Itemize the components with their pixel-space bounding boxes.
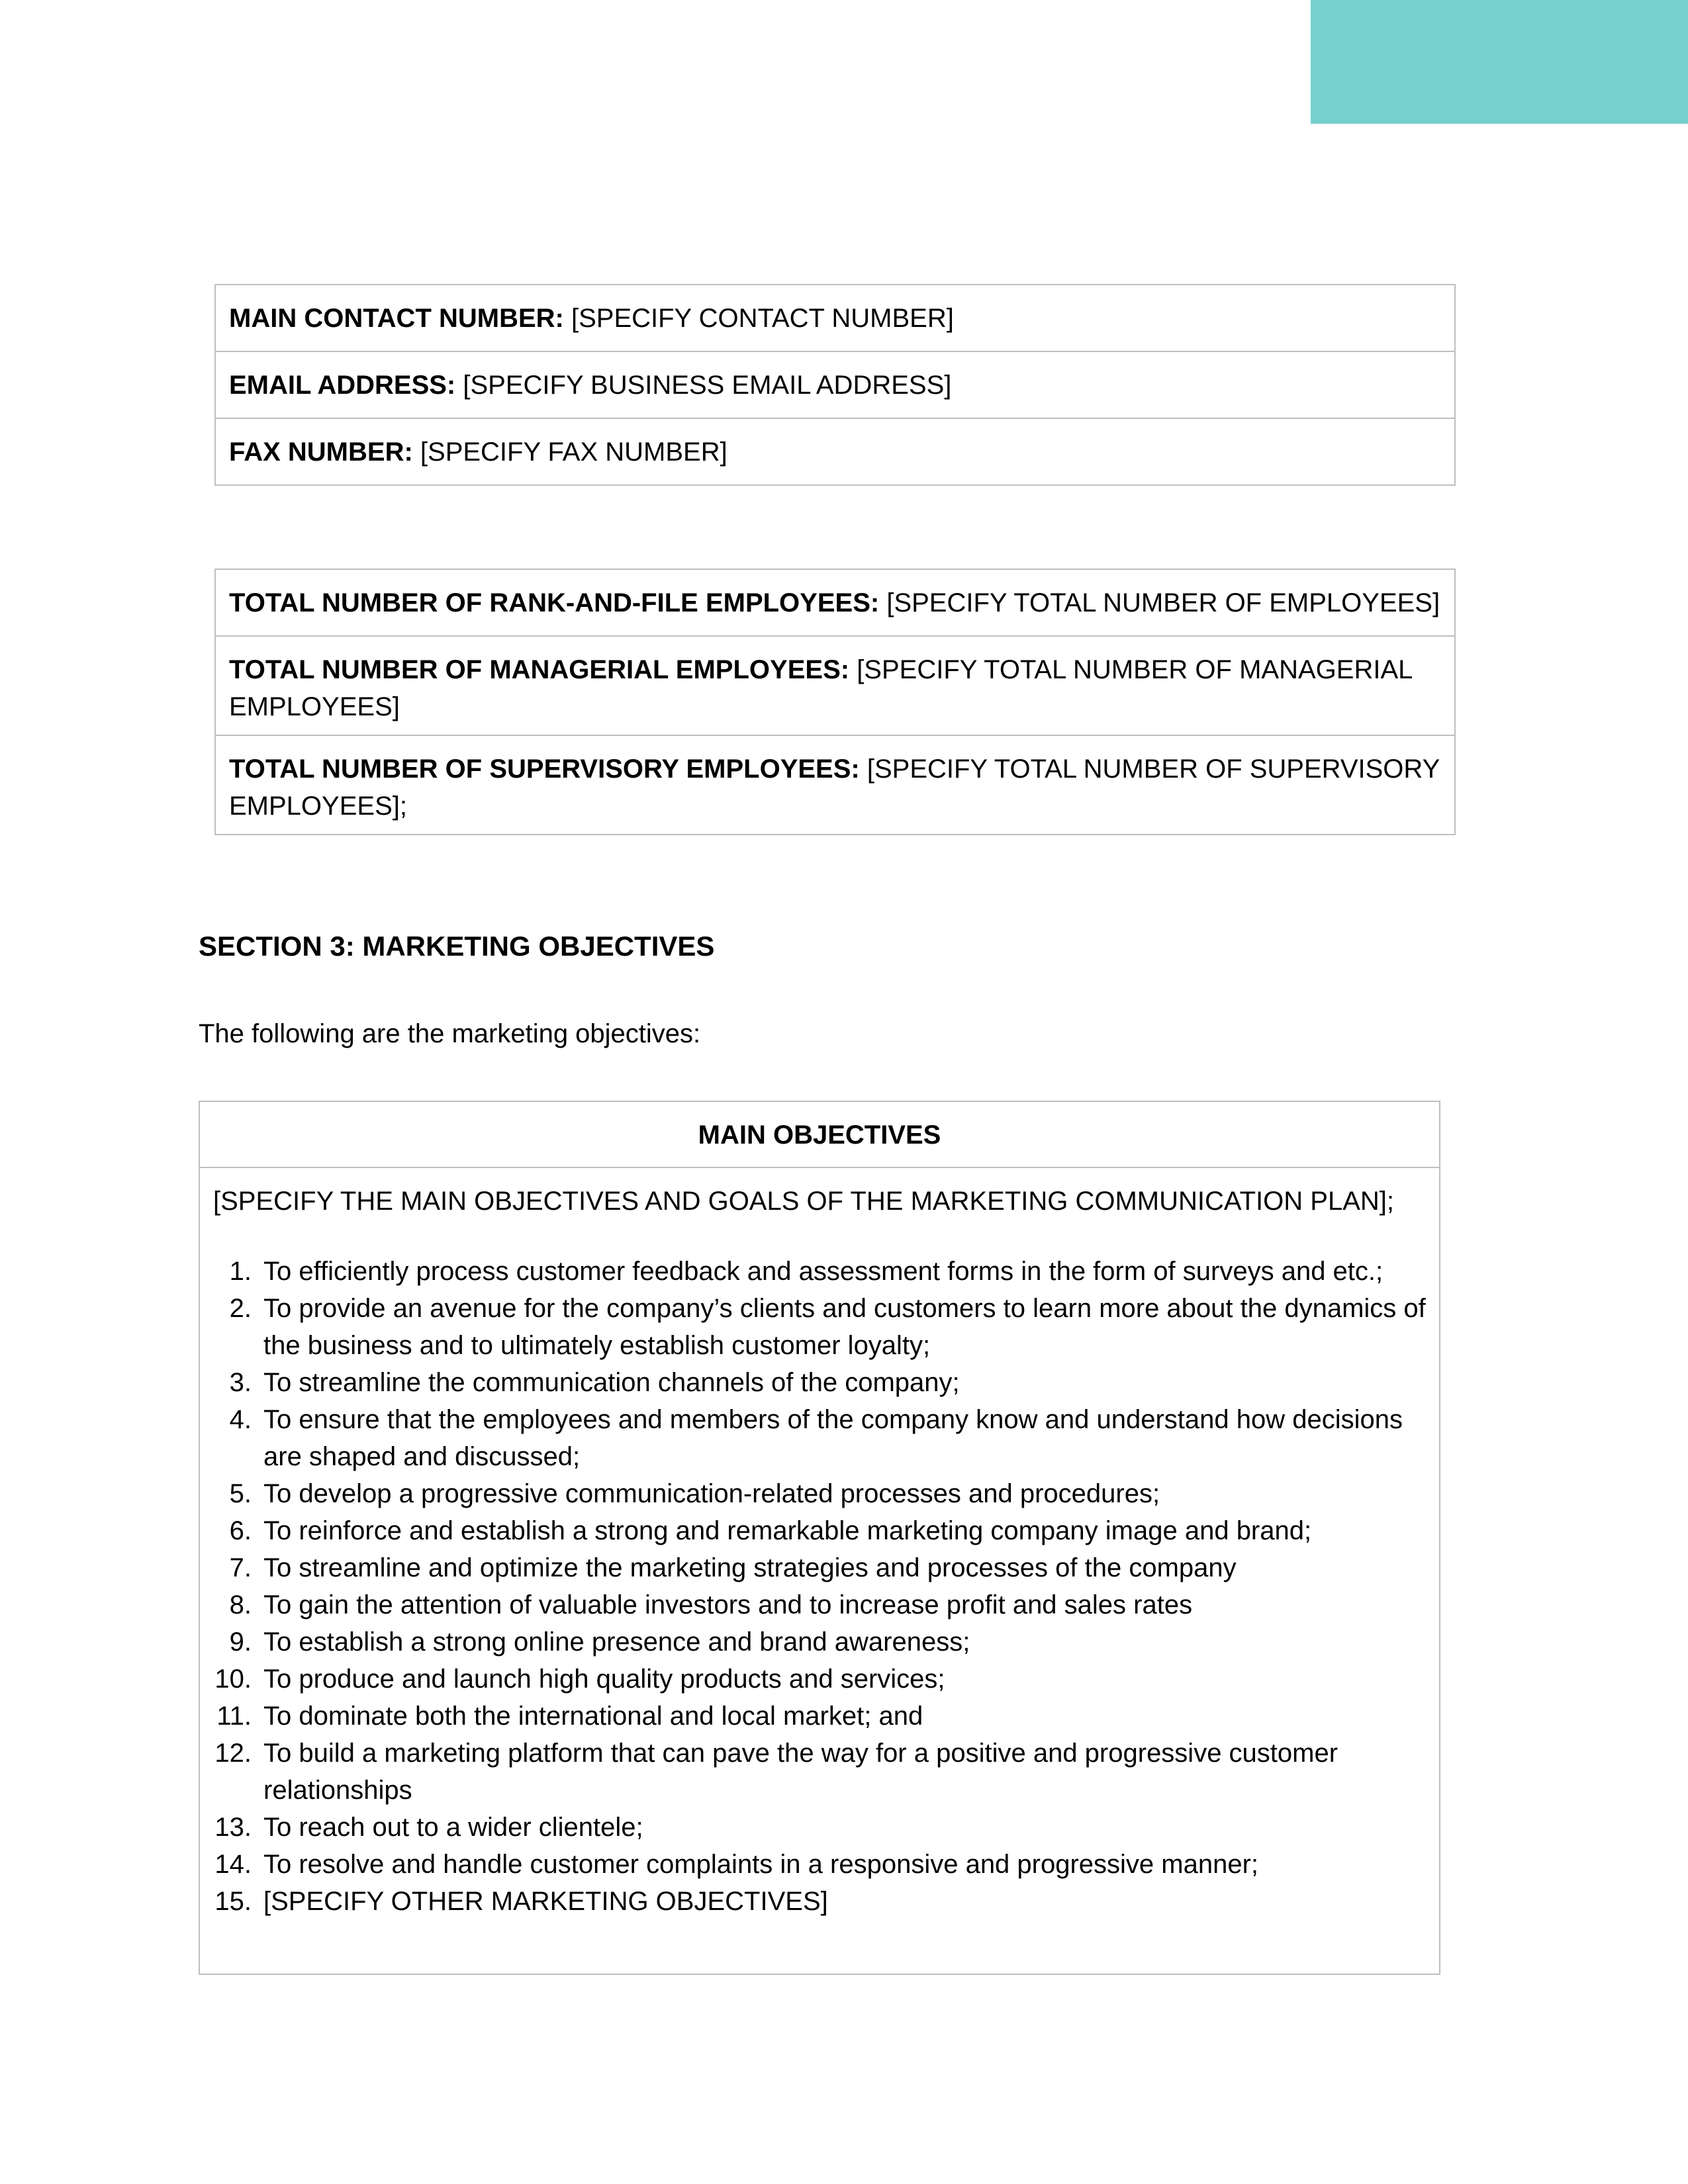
field-label: TOTAL NUMBER OF RANK-AND-FILE EMPLOYEES:: [229, 588, 880, 617]
objectives-table: [199, 1101, 1440, 1975]
field-value: [SPECIFY FAX NUMBER]: [412, 437, 727, 467]
table-row: [215, 285, 1455, 351]
list-item: [213, 1661, 1426, 1698]
table-cell: [215, 418, 1455, 485]
list-item-number: 11.: [216, 1702, 252, 1731]
list-item: [213, 1253, 1426, 1290]
objectives-body: [200, 1168, 1439, 1920]
table-row: [215, 735, 1455, 835]
objectives-intro: [SPECIFY THE MAIN OBJECTIVES AND GOALS OF THE MARKETING COMMUNICATION PLAN];: [213, 1187, 1394, 1216]
list-item: [213, 1549, 1426, 1586]
field-label: TOTAL NUMBER OF SUPERVISORY EMPLOYEES:: [229, 754, 860, 784]
list-item-text: To build a marketing platform that can pave the way for a positive and progressive customer relationships: [263, 1739, 1338, 1805]
table-row: [215, 418, 1455, 485]
list-item-text: To streamline the communication channels of the company;: [263, 1368, 960, 1397]
table-cell: [215, 735, 1455, 835]
list-item: [213, 1735, 1426, 1809]
list-item-number: 8.: [229, 1590, 252, 1619]
list-item-text: To resolve and handle customer complaints in a responsive and progressive manner;: [263, 1850, 1259, 1879]
list-item: [213, 1401, 1426, 1475]
list-item-number: 6.: [229, 1516, 252, 1545]
section-heading: SECTION 3: MARKETING OBJECTIVES: [199, 931, 715, 962]
table-row: [215, 351, 1455, 418]
objectives-list: [213, 1253, 1426, 1920]
list-item-number: 3.: [229, 1368, 252, 1397]
field-value: [SPECIFY TOTAL NUMBER OF SUPERVISORY EMPLOYEES];: [229, 754, 1440, 821]
list-item-text: To streamline and optimize the marketing strategies and processes of the company: [263, 1553, 1237, 1582]
list-item-text: To ensure that the employees and members of the company know and understand how decisions are shaped and discussed;: [263, 1405, 1403, 1471]
list-item-text: To develop a progressive communication-related processes and procedures;: [263, 1479, 1160, 1508]
table-cell: [215, 285, 1455, 351]
list-item: [213, 1364, 1426, 1401]
table-cell: [215, 569, 1455, 636]
list-item-text: To gain the attention of valuable investors and to increase profit and sales rates: [263, 1590, 1193, 1619]
field-value: [SPECIFY TOTAL NUMBER OF MANAGERIAL EMPLOYEES]: [229, 655, 1412, 721]
list-item-number: 2.: [229, 1294, 252, 1323]
list-item-number: 5.: [229, 1479, 252, 1508]
list-item-number: 9.: [229, 1627, 252, 1657]
section-intro: The following are the marketing objectives:: [199, 1019, 701, 1048]
list-item-text: To provide an avenue for the company’s clients and customers to learn more about the dynamics of the business and to ultimately establish customer loyalty;: [263, 1294, 1426, 1360]
list-item-text: To reinforce and establish a strong and remarkable marketing company image and brand;: [263, 1516, 1312, 1545]
field-value: [SPECIFY TOTAL NUMBER OF EMPLOYEES]: [879, 588, 1440, 617]
list-item: [213, 1475, 1426, 1512]
list-item: [213, 1290, 1426, 1364]
table-cell: [215, 351, 1455, 418]
list-item-text: To efficiently process customer feedback and assessment forms in the form of surveys and etc.;: [263, 1257, 1383, 1286]
contact-table: [214, 284, 1456, 486]
table-row: [215, 569, 1455, 636]
list-item-number: 10.: [214, 1664, 252, 1694]
list-item-number: 4.: [229, 1405, 252, 1434]
list-item-text: To produce and launch high quality products and services;: [263, 1664, 945, 1694]
table-cell: [215, 636, 1455, 735]
field-value: [SPECIFY CONTACT NUMBER]: [563, 304, 954, 333]
list-item-text: [SPECIFY OTHER MARKETING OBJECTIVES]: [263, 1887, 828, 1916]
employee-table: [214, 569, 1456, 835]
field-value: [SPECIFY BUSINESS EMAIL ADDRESS]: [455, 371, 952, 400]
list-item-number: 1.: [229, 1257, 252, 1286]
list-item-number: 15.: [214, 1887, 252, 1916]
list-item: [213, 1846, 1426, 1883]
accent-block: [1311, 0, 1688, 124]
list-item: [213, 1512, 1426, 1549]
list-item-text: To dominate both the international and local market; and: [263, 1702, 923, 1731]
list-item: [213, 1698, 1426, 1735]
field-label: MAIN CONTACT NUMBER:: [229, 304, 564, 333]
table-row: [215, 636, 1455, 735]
list-item: [213, 1586, 1426, 1623]
list-item-number: 12.: [214, 1739, 252, 1768]
field-label: TOTAL NUMBER OF MANAGERIAL EMPLOYEES:: [229, 655, 850, 684]
list-item: [213, 1883, 1426, 1920]
field-label: FAX NUMBER:: [229, 437, 413, 467]
list-item: [213, 1623, 1426, 1661]
list-item-number: 14.: [214, 1850, 252, 1879]
list-item-text: To establish a strong online presence and brand awareness;: [263, 1627, 970, 1657]
list-item-number: 13.: [214, 1813, 252, 1842]
field-label: EMAIL ADDRESS:: [229, 371, 456, 400]
list-item: [213, 1809, 1426, 1846]
list-item-text: To reach out to a wider clientele;: [263, 1813, 643, 1842]
list-item-number: 7.: [229, 1553, 252, 1582]
objectives-header: MAIN OBJECTIVES: [200, 1102, 1439, 1168]
